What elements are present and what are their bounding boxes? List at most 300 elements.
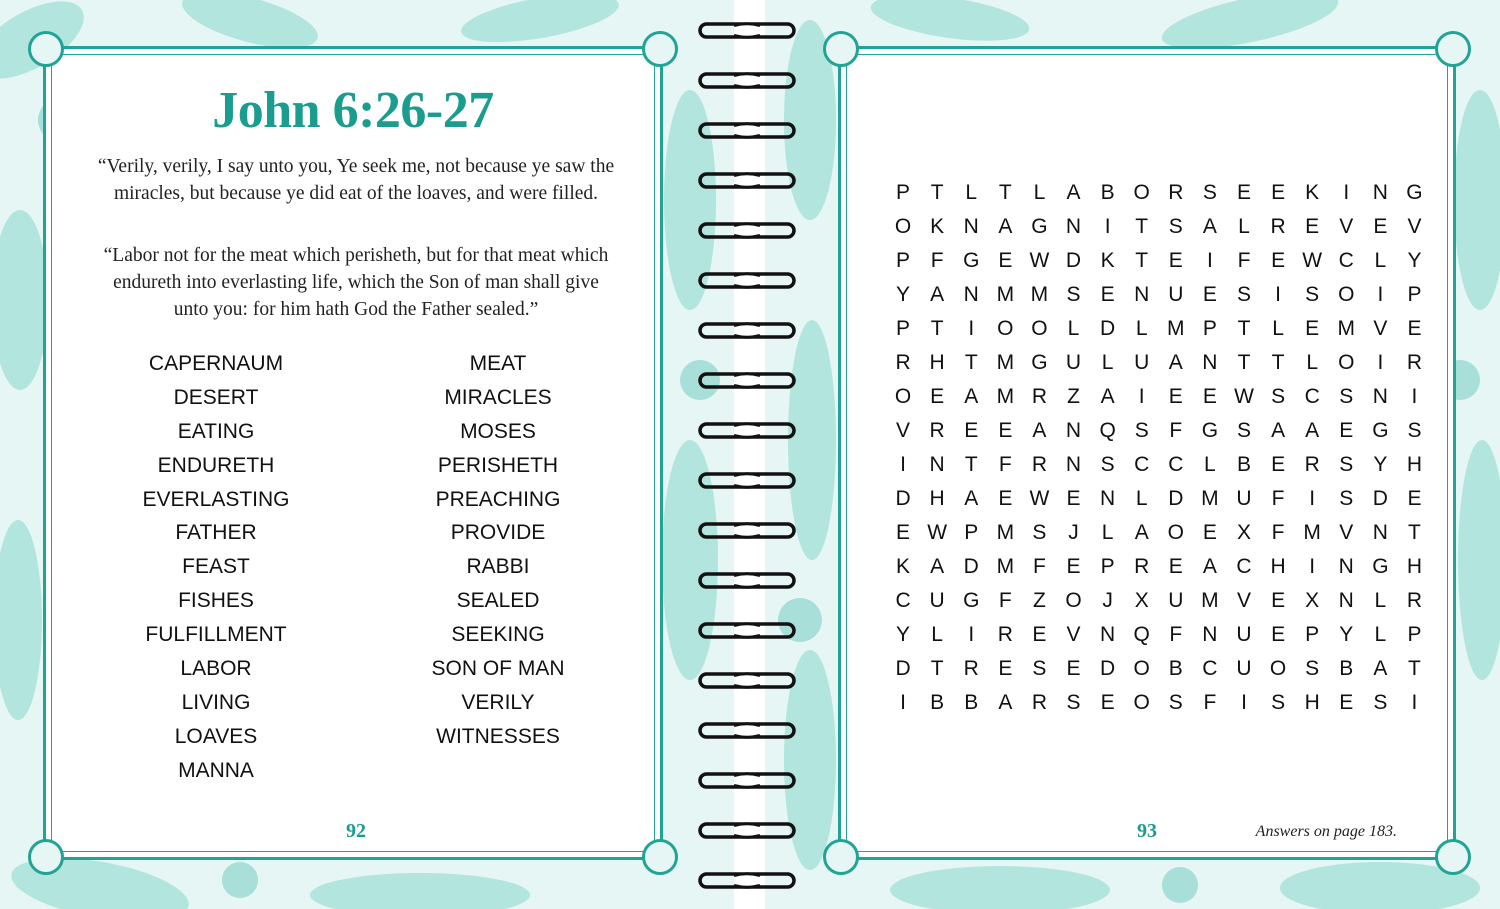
grid-letter[interactable]: A (998, 691, 1013, 714)
grid-letter[interactable]: G (963, 589, 980, 612)
spiral-ring (698, 172, 796, 189)
grid-letter[interactable]: N (1372, 521, 1388, 544)
grid-letter[interactable]: A (930, 283, 945, 306)
grid-letter[interactable]: E (1168, 385, 1183, 408)
grid-letter[interactable]: M (1201, 487, 1219, 510)
grid-letter[interactable]: H (1406, 453, 1423, 476)
grid-letter[interactable]: E (1202, 385, 1217, 408)
grid-letter[interactable]: R (1031, 453, 1047, 476)
grid-letter[interactable]: E (1168, 249, 1183, 272)
page-number: 93 (1137, 820, 1157, 842)
grid-letter[interactable]: L (1033, 181, 1046, 204)
grid-letter[interactable]: E (998, 419, 1013, 442)
grid-letter[interactable]: G (1372, 419, 1389, 442)
grid-letter[interactable]: C (1134, 453, 1150, 476)
grid-letter[interactable]: L (1101, 521, 1114, 544)
grid-letter[interactable]: P (1305, 623, 1320, 646)
page-title: John 6:26-27 (212, 82, 494, 139)
grid-letter[interactable]: M (996, 283, 1015, 306)
grid-letter[interactable]: X (1134, 589, 1149, 612)
grid-letter[interactable]: E (1271, 453, 1286, 476)
grid-letter[interactable]: R (997, 623, 1013, 646)
grid-letter[interactable]: I (900, 453, 906, 476)
grid-letter[interactable]: G (1031, 351, 1048, 374)
grid-letter[interactable]: D (895, 487, 911, 510)
grid-letter[interactable]: P (896, 317, 911, 340)
grid-letter[interactable]: Q (1099, 419, 1116, 442)
grid-letter[interactable]: E (1407, 317, 1422, 340)
grid-letter[interactable]: A (1202, 215, 1217, 238)
grid-letter[interactable]: Z (1033, 589, 1046, 612)
grid-letter[interactable]: S (1339, 385, 1354, 408)
left-page (43, 46, 663, 860)
grid-letter[interactable]: E (998, 657, 1013, 680)
grid-letter[interactable]: L (1306, 351, 1319, 374)
word-list-column-2 (373, 347, 623, 754)
grid-letter[interactable]: P (1407, 623, 1422, 646)
grid-letter[interactable]: A (1100, 385, 1115, 408)
grid-letter[interactable]: G (1201, 419, 1219, 442)
grid-letter[interactable]: L (965, 181, 978, 204)
grid-letter[interactable]: K (896, 555, 911, 578)
grid-letter[interactable]: M (996, 385, 1015, 408)
grid-letter[interactable]: S (1373, 691, 1388, 714)
spiral-ring (698, 272, 796, 289)
grid-letter[interactable]: S (1339, 487, 1354, 510)
grid-letter[interactable]: U (1236, 657, 1252, 680)
grid-letter[interactable]: S (1271, 385, 1286, 408)
grid-letter[interactable]: N (1338, 589, 1354, 612)
grid-letter[interactable]: T (1237, 351, 1251, 374)
grid-letter[interactable]: N (1372, 385, 1388, 408)
grid-letter[interactable]: E (1407, 487, 1422, 510)
grid-letter[interactable]: M (996, 521, 1015, 544)
grid-letter[interactable]: N (1202, 623, 1218, 646)
grid-letter[interactable]: I (1241, 691, 1247, 714)
grid-letter[interactable]: E (1339, 419, 1354, 442)
grid-letter[interactable]: A (1032, 419, 1047, 442)
grid-letter[interactable]: E (1168, 555, 1183, 578)
grid-letter[interactable]: R (929, 419, 945, 442)
grid-letter[interactable]: O (1133, 181, 1150, 204)
grid-letter[interactable]: I (968, 317, 975, 340)
grid-letter[interactable]: O (1065, 589, 1082, 612)
grid-letter[interactable]: E (1236, 181, 1251, 204)
grid-letter[interactable]: P (964, 521, 979, 544)
grid-letter[interactable]: O (1133, 657, 1150, 680)
grid-letter[interactable]: D (1100, 317, 1116, 340)
grid-letter[interactable]: V (1339, 215, 1354, 238)
grid-letter[interactable]: D (1168, 487, 1184, 510)
grid-letter[interactable]: L (931, 623, 943, 646)
grid-letter[interactable]: E (1032, 623, 1047, 646)
word-list-item: LABOR (180, 657, 252, 681)
grid-letter[interactable]: I (1377, 351, 1384, 374)
grid-letter[interactable]: T (930, 317, 944, 340)
grid-letter[interactable]: T (1237, 317, 1251, 340)
grid-letter[interactable]: T (964, 453, 978, 476)
grid-letter[interactable]: E (1271, 181, 1286, 204)
verse-text-1: “Verily, verily, I say unto you, Ye seek me, not because ye saw the miracles, but because ye did eat of the loaves, and were filled. (97, 156, 615, 204)
grid-letter[interactable]: D (1100, 657, 1116, 680)
grid-letter[interactable]: T (964, 351, 978, 374)
grid-letter[interactable]: P (1100, 555, 1115, 578)
grid-letter[interactable]: A (1066, 181, 1081, 204)
grid-letter[interactable]: W (1029, 487, 1050, 510)
grid-letter[interactable]: C (1236, 555, 1252, 578)
word-list-item: MEAT (469, 352, 527, 375)
grid-letter[interactable]: I (1377, 283, 1384, 306)
grid-letter[interactable]: F (930, 249, 944, 272)
word-list-item: FULFILLMENT (145, 623, 287, 647)
grid-letter[interactable]: C (895, 589, 911, 612)
grid-letter[interactable]: V (1339, 521, 1354, 544)
grid-letter[interactable]: X (1236, 521, 1251, 544)
grid-letter[interactable]: L (1135, 487, 1148, 510)
grid-letter[interactable]: C (1202, 657, 1218, 680)
grid-letter[interactable]: D (963, 555, 979, 578)
grid-letter[interactable]: N (1202, 351, 1218, 374)
grid-letter[interactable]: E (1100, 283, 1115, 306)
grid-letter[interactable]: Y (1339, 623, 1354, 646)
grid-letter[interactable]: B (1236, 453, 1251, 476)
grid-letter[interactable]: O (1167, 521, 1184, 544)
grid-letter[interactable]: T (1135, 249, 1149, 272)
grid-letter[interactable]: E (964, 419, 979, 442)
grid-letter[interactable]: M (1303, 521, 1321, 544)
grid-letter[interactable]: I (1309, 487, 1316, 510)
grid-letter[interactable]: T (1408, 657, 1421, 680)
grid-letter[interactable]: A (1134, 521, 1149, 544)
corner-ornament (1435, 31, 1471, 67)
grid-letter[interactable]: L (1204, 453, 1216, 476)
grid-letter[interactable]: S (1407, 419, 1422, 442)
grid-letter[interactable]: L (1374, 249, 1387, 272)
grid-letter[interactable]: E (1339, 691, 1354, 714)
grid-letter[interactable]: O (997, 317, 1014, 340)
grid-letter[interactable]: F (1271, 521, 1285, 544)
grid-letter[interactable]: N (1100, 487, 1116, 510)
word-list-item: CAPERNAUM (148, 352, 284, 375)
grid-letter[interactable]: E (930, 385, 945, 408)
grid-letter[interactable]: A (1373, 657, 1388, 680)
grid-letter[interactable]: K (930, 215, 945, 238)
grid-letter[interactable]: P (896, 249, 911, 272)
spiral-ring (698, 672, 796, 689)
grid-letter[interactable]: A (964, 487, 979, 510)
grid-letter[interactable]: T (1271, 351, 1285, 374)
grid-letter[interactable]: B (1339, 657, 1354, 680)
grid-letter[interactable]: F (1203, 691, 1217, 714)
spiral-ring (698, 822, 796, 839)
grid-letter[interactable]: O (1269, 657, 1287, 680)
grid-letter[interactable]: N (1065, 419, 1082, 442)
grid-letter[interactable]: S (1236, 419, 1251, 442)
word-list-item: WITNESSES (436, 724, 560, 748)
grid-letter[interactable]: Y (896, 283, 911, 306)
grid-letter[interactable]: M (1167, 317, 1185, 340)
grid-letter[interactable]: T (998, 181, 1012, 204)
grid-letter[interactable]: L (1374, 623, 1387, 646)
grid-letter[interactable]: F (1169, 623, 1183, 646)
grid-letter[interactable]: A (998, 215, 1013, 238)
grid-letter[interactable]: I (1138, 385, 1145, 408)
corner-ornament (1435, 839, 1471, 875)
grid-letter[interactable]: E (1271, 589, 1286, 612)
grid-letter[interactable]: S (1305, 283, 1320, 306)
grid-letter[interactable]: H (1270, 555, 1286, 578)
grid-letter[interactable]: E (1100, 691, 1115, 714)
grid-letter[interactable]: S (1168, 215, 1183, 238)
spiral-ring (698, 222, 796, 239)
grid-letter[interactable]: H (1406, 555, 1423, 578)
grid-letter[interactable]: D (1372, 487, 1388, 510)
grid-letter[interactable]: D (1065, 249, 1082, 272)
grid-letter[interactable]: S (1066, 691, 1081, 714)
grid-letter[interactable]: K (1305, 181, 1320, 204)
grid-letter[interactable]: R (1031, 691, 1047, 714)
grid-letter[interactable]: S (1032, 521, 1047, 544)
verse-text-2: “Labor not for the meat which perisheth, but for that meat which endureth into everlasting life, which the Son of man shall give unto you: for him hath God the Father sealed.” (103, 245, 609, 320)
spiral-ring (698, 622, 796, 639)
grid-letter[interactable]: R (1406, 351, 1423, 374)
grid-letter[interactable]: N (1338, 555, 1354, 578)
grid-letter[interactable]: S (1305, 657, 1320, 680)
grid-letter[interactable]: E (1202, 521, 1217, 544)
word-list-column-1 (91, 347, 341, 788)
grid-letter[interactable]: G (1406, 181, 1423, 204)
grid-letter[interactable]: M (1201, 589, 1219, 612)
grid-letter[interactable]: Z (1067, 385, 1080, 408)
grid-letter[interactable]: I (968, 623, 975, 646)
grid-letter[interactable]: N (929, 453, 945, 476)
spiral-ring (698, 472, 796, 489)
grid-letter[interactable]: F (1237, 249, 1251, 272)
grid-letter[interactable]: O (1031, 317, 1048, 340)
grid-letter[interactable]: M (996, 555, 1015, 578)
grid-letter[interactable]: S (1271, 691, 1286, 714)
spiral-ring (698, 572, 796, 589)
grid-letter[interactable]: P (896, 181, 911, 204)
grid-letter[interactable]: V (1407, 215, 1422, 238)
grid-letter[interactable]: E (998, 249, 1013, 272)
grid-letter[interactable]: J (1102, 589, 1113, 612)
word-list-item: FEAST (182, 555, 250, 579)
grid-letter[interactable]: S (1236, 283, 1251, 306)
word-list-item: PROVIDE (450, 521, 546, 545)
grid-letter[interactable]: S (1032, 657, 1047, 680)
grid-letter[interactable]: H (929, 487, 945, 510)
grid-letter[interactable]: N (1134, 283, 1150, 306)
grid-letter[interactable]: Y (896, 623, 911, 646)
grid-letter[interactable]: I (1104, 215, 1111, 238)
word-list-item: MOSES (460, 419, 536, 443)
grid-letter[interactable]: U (1236, 623, 1252, 646)
grid-letter[interactable]: N (963, 283, 979, 306)
grid-letter[interactable]: C (1168, 453, 1184, 476)
grid-letter[interactable]: I (1411, 385, 1418, 408)
word-list-item: ENDURETH (157, 453, 275, 477)
grid-letter[interactable]: T (930, 657, 944, 680)
grid-letter[interactable]: A (1271, 419, 1286, 442)
word-list-item: SEEKING (451, 623, 545, 647)
grid-letter[interactable]: F (1169, 419, 1183, 442)
grid-letter[interactable]: K (1100, 249, 1115, 272)
grid-letter[interactable]: N (1372, 181, 1388, 204)
grid-letter[interactable]: V (1373, 317, 1388, 340)
grid-letter[interactable]: S (1066, 283, 1081, 306)
grid-letter[interactable]: U (1168, 589, 1184, 612)
grid-letter[interactable]: H (1304, 691, 1320, 714)
grid-letter[interactable]: M (996, 351, 1015, 374)
grid-letter[interactable]: L (1135, 317, 1148, 340)
grid-letter[interactable]: U (1168, 283, 1184, 306)
grid-letter[interactable]: E (1271, 249, 1286, 272)
grid-letter[interactable]: E (998, 487, 1013, 510)
grid-letter[interactable]: E (1066, 487, 1081, 510)
grid-letter[interactable]: V (896, 419, 911, 442)
grid-letter[interactable]: A (964, 385, 979, 408)
grid-letter[interactable]: I (1206, 249, 1213, 272)
grid-letter[interactable]: N (963, 215, 979, 238)
grid-letter[interactable]: E (1066, 555, 1081, 578)
grid-letter[interactable]: C (1338, 249, 1354, 272)
grid-letter[interactable]: N (1100, 623, 1116, 646)
word-list-item: EVERLASTING (142, 487, 290, 511)
grid-letter[interactable]: R (1134, 555, 1150, 578)
grid-letter[interactable]: P (1407, 283, 1422, 306)
grid-letter[interactable]: E (1271, 623, 1286, 646)
grid-letter[interactable]: Q (1133, 623, 1150, 646)
word-list-item: LIVING (181, 690, 251, 714)
grid-letter[interactable]: E (896, 521, 911, 544)
grid-letter[interactable]: O (894, 385, 912, 408)
spiral-ring (698, 72, 796, 89)
grid-letter[interactable]: N (1065, 215, 1082, 238)
grid-letter[interactable]: W (1302, 249, 1323, 272)
grid-letter[interactable]: L (1374, 589, 1387, 612)
spiral-ring (698, 322, 796, 339)
grid-letter[interactable]: B (930, 691, 945, 714)
word-list-item: FATHER (175, 521, 257, 545)
spiral-ring (698, 872, 796, 889)
grid-letter[interactable]: E (1066, 657, 1081, 680)
grid-letter[interactable]: R (1031, 385, 1047, 408)
word-list-item: VERILY (461, 690, 535, 714)
grid-letter[interactable]: U (929, 589, 945, 612)
grid-letter[interactable]: R (1304, 453, 1320, 476)
word-list-item: EATING (177, 419, 255, 443)
grid-letter[interactable]: S (1100, 453, 1115, 476)
grid-letter[interactable]: A (1305, 419, 1320, 442)
corner-ornament (28, 839, 64, 875)
grid-letter[interactable]: W (1029, 249, 1050, 272)
grid-letter[interactable]: E (1373, 215, 1388, 238)
grid-letter[interactable]: L (1067, 317, 1080, 340)
spiral-ring (698, 22, 796, 39)
grid-letter[interactable]: R (963, 657, 979, 680)
grid-letter[interactable]: L (1272, 317, 1284, 340)
grid-letter[interactable]: T (930, 181, 944, 204)
grid-letter[interactable]: W (1234, 385, 1254, 408)
grid-letter[interactable]: E (1305, 215, 1320, 238)
grid-letter[interactable]: M (1030, 283, 1049, 306)
grid-letter[interactable]: I (1343, 181, 1350, 204)
grid-letter[interactable]: G (963, 249, 980, 272)
grid-letter[interactable]: F (998, 453, 1012, 476)
grid-letter[interactable]: O (894, 215, 912, 238)
grid-letter[interactable]: G (1031, 215, 1048, 238)
grid-letter[interactable]: R (1406, 589, 1423, 612)
grid-letter[interactable]: T (1408, 521, 1421, 544)
grid-letter[interactable]: E (1202, 283, 1217, 306)
grid-letter[interactable]: A (1168, 351, 1183, 374)
spiral-ring (698, 422, 796, 439)
grid-letter[interactable]: F (998, 589, 1012, 612)
grid-letter[interactable]: I (1275, 283, 1281, 306)
grid-letter[interactable]: U (1065, 351, 1082, 374)
grid-letter[interactable]: B (1168, 657, 1183, 680)
grid-letter[interactable]: L (1238, 215, 1250, 238)
grid-letter[interactable]: I (1309, 555, 1316, 578)
grid-letter[interactable]: E (1305, 317, 1320, 340)
grid-letter[interactable]: R (1168, 181, 1184, 204)
answers-note: Answers on page 183. (1255, 823, 1397, 840)
grid-letter[interactable]: G (1372, 555, 1389, 578)
word-list-item: FISHES (178, 589, 254, 613)
grid-letter[interactable]: Y (1373, 453, 1388, 476)
grid-letter[interactable]: S (1168, 691, 1183, 714)
grid-letter[interactable]: B (1100, 181, 1115, 204)
grid-letter[interactable]: J (1068, 521, 1079, 544)
grid-letter[interactable]: N (1065, 453, 1082, 476)
grid-letter[interactable]: O (1338, 283, 1355, 306)
grid-letter[interactable]: S (1134, 419, 1149, 442)
corner-ornament (823, 31, 859, 67)
grid-letter[interactable]: R (1270, 215, 1286, 238)
grid-letter[interactable]: O (1338, 351, 1355, 374)
grid-letter[interactable]: I (1411, 691, 1418, 714)
grid-letter[interactable]: V (1066, 623, 1081, 646)
grid-letter[interactable]: W (927, 521, 948, 544)
grid-letter[interactable]: O (1133, 691, 1150, 714)
grid-letter[interactable]: L (1101, 351, 1114, 374)
grid-letter[interactable]: Y (1407, 249, 1422, 272)
page-number: 92 (346, 820, 366, 842)
grid-letter[interactable]: F (1033, 555, 1046, 578)
grid-letter[interactable]: H (929, 351, 945, 374)
grid-letter[interactable]: U (1236, 487, 1252, 510)
grid-letter[interactable]: B (964, 691, 979, 714)
grid-letter[interactable]: T (1135, 215, 1149, 238)
grid-letter[interactable]: M (1337, 317, 1356, 340)
grid-letter[interactable]: U (1134, 351, 1150, 374)
grid-letter[interactable]: D (895, 657, 911, 680)
grid-letter[interactable]: C (1304, 385, 1320, 408)
word-search-grid (886, 176, 1432, 720)
grid-letter[interactable]: A (930, 555, 945, 578)
grid-letter[interactable]: F (1271, 487, 1285, 510)
grid-letter[interactable]: R (895, 351, 911, 374)
grid-letter[interactable]: S (1202, 181, 1217, 204)
grid-letter[interactable]: X (1305, 589, 1320, 612)
grid-letter[interactable]: S (1339, 453, 1354, 476)
spiral-ring (698, 722, 796, 739)
grid-letter[interactable]: I (900, 691, 906, 714)
grid-letter[interactable]: P (1202, 317, 1217, 340)
grid-letter[interactable]: V (1236, 589, 1251, 612)
grid-letter[interactable]: A (1202, 555, 1217, 578)
